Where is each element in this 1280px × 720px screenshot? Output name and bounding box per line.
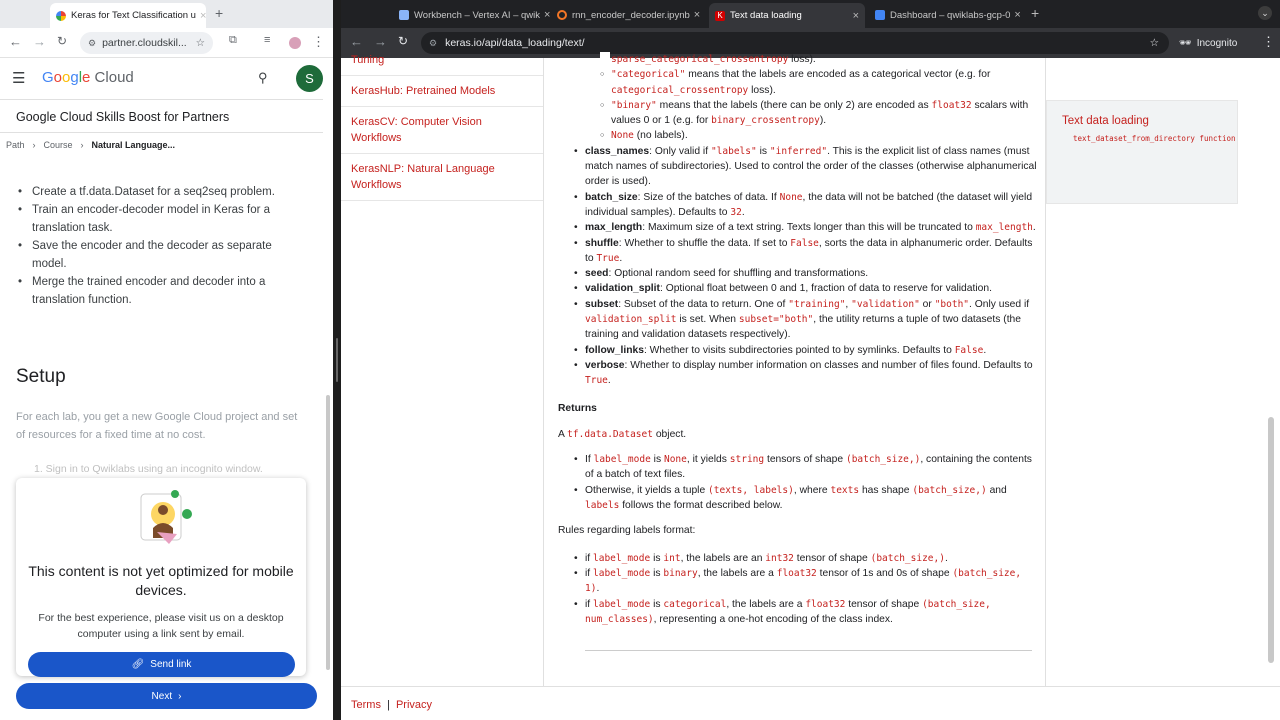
keras-sidebar [341, 54, 544, 686]
right-tab-strip [341, 0, 1280, 28]
keras-icon: K [715, 11, 725, 21]
list-item: ○ "categorical" means that the labels are encoded as a categorical vector (e.g. for categorical_crossentropy loss). [558, 67, 1038, 98]
tab-search-icon[interactable]: ⌄ [1258, 6, 1272, 20]
list-item: ○ "binary" means that the labels (there can be only 2) are encoded as float32 scalars with values 0 or 1 (e.g. for binary_crossentropy). [558, 98, 1038, 129]
google-cloud-header [0, 58, 323, 100]
list-item: • If label_mode is None, it yields string tensors of shape (batch_size,), containing the contents of a batch of text files. [558, 452, 1038, 483]
mobile-warning-modal [16, 478, 306, 676]
star-icon[interactable]: ☆ [1149, 37, 1159, 49]
google-cloud-logo[interactable]: Google Cloud [42, 69, 134, 86]
tab-dashboard[interactable] [869, 4, 1019, 26]
list-item: ○ None (no labels). [558, 128, 1038, 143]
toc-link[interactable]: text_dataset_from_directory function [1073, 134, 1236, 143]
tab-title: rnn_encoder_decoder.ipynb [572, 9, 690, 21]
arg-verbose: • verbose: Whether to display number information on classes and number of files found. Defaults to True. [558, 358, 1038, 389]
skills-boost-header: Google Cloud Skills Boost for Partners [0, 101, 323, 133]
tab-title: Text data loading [730, 10, 802, 21]
list-item: • Save the encoder and the decoder as separate model. [18, 237, 298, 273]
table-of-contents [1046, 100, 1238, 204]
close-tab-icon[interactable]: × [199, 9, 207, 22]
left-browser-window [0, 0, 333, 720]
reload-icon[interactable]: ↻ [398, 34, 409, 48]
arg-class-names: • class_names: Only valid if "labels" is "inferred". This is the explicit list of class names (must match names of subdirectories). Used to control the order of the classes (otherwise alphanumerical order is used). [558, 144, 1038, 190]
rules-heading: Rules regarding labels format: [558, 525, 696, 537]
sidebar-item-kerascv[interactable]: KerasCV: Computer Vision Workflows [341, 107, 543, 154]
new-tab-icon[interactable]: + [215, 5, 224, 21]
close-tab-icon[interactable]: × [1014, 9, 1021, 21]
site-info-icon[interactable]: ⚙ [429, 37, 438, 48]
sidebar-item-kerasnlp[interactable]: KerasNLP: Natural Language Workflows [341, 154, 543, 201]
toc-title[interactable]: Text data loading [1062, 115, 1149, 127]
list-item: • if label_mode is int, the labels are an int32 tensor of shape (batch_size,). [558, 551, 1038, 566]
chevron-right-icon: › [178, 690, 182, 702]
modal-heading: This content is not yet optimized for mobile devices. [28, 563, 294, 598]
menu-icon[interactable]: ☰ [12, 70, 26, 87]
list-item: • Otherwise, it yields a tuple (texts, labels), where texts has shape (batch_size,) and labels follows the format described below. [558, 483, 1038, 514]
terms-link[interactable]: Terms [351, 699, 381, 711]
link-icon: 🔗︎ [131, 659, 145, 670]
forward-icon[interactable]: → [33, 34, 46, 49]
list-item: ○ sparse_categorical_crossentropy loss). [558, 52, 1038, 67]
arg-batch-size: • batch_size: Size of the batches of data. If None, the data will not be batched (the dataset will yield individual samples). Defaults to 32. [558, 190, 1038, 221]
arg-validation-split: • validation_split: Optional float between 0 and 1, fraction of data to reserve for validation. [558, 281, 1038, 296]
profile-icon[interactable] [289, 37, 301, 49]
left-tab-strip [0, 0, 333, 28]
left-toolbar [0, 28, 333, 58]
footer [341, 686, 1280, 720]
more-icon[interactable]: ⋮ [1262, 34, 1275, 49]
back-icon[interactable]: ← [9, 34, 22, 49]
send-link-label: Send link [150, 659, 192, 670]
arg-subset: • subset: Subset of the data to return. One of "training", "validation" or "both". Only used if validation_split is set. When subset="both", the utility returns a tuple of two datasets (the training and validation datasets respectively). [558, 297, 1038, 343]
incognito-indicator[interactable] [1179, 33, 1237, 53]
right-browser-window [341, 0, 1280, 720]
close-tab-icon[interactable]: × [544, 9, 551, 21]
tab-keras-text-classification[interactable] [50, 3, 206, 28]
url-text: keras.io/api/data_loading/text/ [445, 37, 585, 49]
arg-max-length: • max_length: Maximum size of a text string. Texts longer than this will be truncated to max_length. [558, 220, 1038, 235]
tab-workbench[interactable] [393, 4, 551, 26]
tab-title: Dashboard – qwiklabs-gcp-0 [890, 9, 1011, 21]
search-icon[interactable]: ⚲ [258, 70, 268, 85]
breadcrumb [6, 140, 175, 150]
reload-icon[interactable]: ↻ [57, 34, 68, 48]
back-icon[interactable]: ← [350, 34, 363, 49]
sidebar-item-kerashub[interactable]: KerasHub: Pretrained Models [341, 76, 543, 107]
list-item: • Create a tf.data.Dataset for a seq2seq problem. [18, 183, 298, 201]
incognito-icon: 🕶︎ [1179, 37, 1192, 49]
arg-shuffle: • shuffle: Whether to shuffle the data. If set to False, sorts the data in alphanumeric order. Defaults to True. [558, 236, 1038, 267]
tab-notebook[interactable] [551, 4, 701, 26]
extensions-icon[interactable]: ⧉ [229, 34, 237, 46]
setup-heading: Setup [16, 366, 66, 387]
new-tab-icon[interactable]: + [1031, 5, 1040, 21]
list-item: • if label_mode is categorical, the labels are a float32 tensor of shape (batch_size, num_classes), representing a one-hot encoding of the class index. [558, 597, 1038, 628]
send-link-button[interactable] [28, 652, 295, 677]
breadcrumb-path[interactable]: Path [6, 140, 25, 150]
modal-body: For the best experience, please visit us on a desktop computer using a link sent by email. [38, 612, 284, 640]
sidebar-item-tuning[interactable]: Tuning [341, 52, 543, 76]
arg-seed: • seed: Optional random seed for shuffling and transformations. [558, 266, 1038, 281]
site-info-icon[interactable]: ⚙ [88, 37, 97, 48]
more-icon[interactable]: ⋮ [312, 34, 325, 49]
tab-text-data-loading[interactable] [709, 3, 865, 28]
avatar[interactable]: S [296, 65, 323, 92]
content-divider [585, 650, 1032, 651]
breadcrumb-current[interactable]: Natural Language... [91, 140, 176, 150]
breadcrumb-course[interactable]: Course [43, 140, 73, 150]
media-icon[interactable]: ≡ [264, 34, 271, 46]
list-item: • Merge the trained encoder and decoder into a translation function. [18, 273, 298, 309]
setup-text: For each lab, you get a new Google Cloud project and set of resources for a fixed time at no cost. [16, 411, 298, 441]
close-tab-icon[interactable]: × [693, 9, 701, 21]
left-scrollbar[interactable] [326, 395, 330, 670]
next-label: Next [151, 690, 173, 702]
star-icon[interactable]: ☆ [195, 37, 205, 49]
right-address-bar[interactable] [421, 32, 1169, 54]
jupyter-icon [557, 10, 567, 20]
google-cloud-icon [56, 11, 66, 21]
left-address-bar[interactable] [80, 32, 213, 54]
tab-title: Keras for Text Classification u [71, 10, 196, 21]
incognito-label: Incognito [1196, 37, 1238, 49]
list-item: • if label_mode is binary, the labels are a float32 tensor of 1s and 0s of shape (batch_size, 1). [558, 566, 1038, 597]
returns-heading: Returns [558, 402, 597, 414]
right-scrollbar[interactable] [1268, 417, 1274, 663]
footer-separator: | [387, 699, 390, 711]
objectives-list [18, 183, 298, 309]
divider-handle[interactable] [336, 338, 338, 382]
illustration-icon [131, 488, 195, 550]
list-item: • Train an encoder-decoder model in Keras for a translation task. [18, 201, 298, 237]
close-tab-icon[interactable]: × [852, 9, 859, 22]
chevron-right-icon: › [32, 140, 36, 150]
url-text: partner.cloudskil... [102, 37, 187, 49]
dashboard-icon [875, 10, 885, 20]
doc-content [558, 54, 1038, 627]
vertex-icon [399, 10, 409, 20]
privacy-link[interactable]: Privacy [395, 699, 432, 711]
arg-follow-links: • follow_links: Whether to visits subdirectories pointed to by symlinks. Defaults to False. [558, 343, 1038, 358]
next-button[interactable] [16, 683, 317, 709]
returns-text: A tf.data.Dataset object. [558, 428, 687, 440]
faded-step: 1. Sign in to Qwiklabs using an incognito window. [34, 463, 263, 475]
chevron-right-icon: › [80, 140, 84, 150]
tab-title: Workbench – Vertex AI – qwik [414, 9, 541, 21]
forward-icon[interactable]: → [374, 34, 387, 49]
